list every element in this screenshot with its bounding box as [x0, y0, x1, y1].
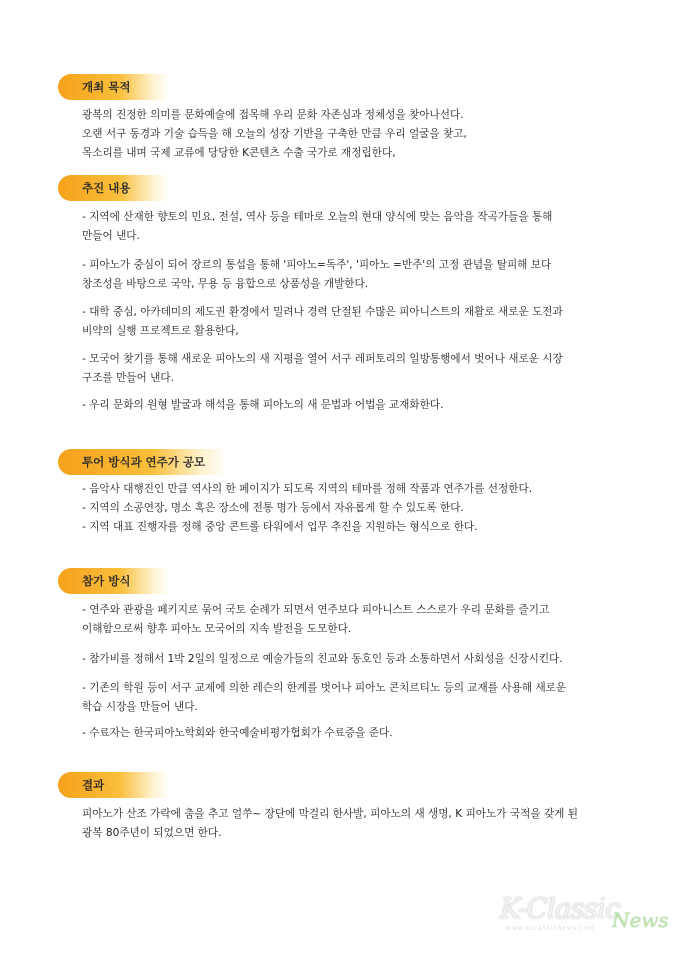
k-classic-news-logo [500, 892, 670, 942]
heading-content-label: 추진 내용 [82, 181, 131, 195]
participation-item [82, 679, 566, 717]
participation-item-line: - 수료자는 한국피아노학회와 한국예술비평가협회가 수료증을 준다. [82, 727, 393, 739]
tour-line: - 지역 대표 진행자를 정해 중앙 콘트롤 타워에서 업무 추진을 지원하는 형식으로 한다. [82, 521, 478, 533]
logo-news-text: News [612, 908, 669, 932]
participation-item [82, 650, 563, 669]
content-item [82, 303, 563, 341]
content-item-line: - 지역에 산재한 향토의 민요, 전설, 역사 등을 테마로 오늘의 현대 양식에 맞는 음악을 작곡가들을 통해 [82, 211, 553, 223]
content-item-line: 비약의 실행 프로젝트로 활용한다, [82, 325, 239, 337]
result-line: 피아노가 산조 가락에 춤을 추고 얼쑤~ 장단에 막걸리 한사발, 피아노의 새 생명, K 피아노가 국적을 갖게 된 [82, 808, 579, 820]
participation-item-line: - 참가비를 정해서 1박 2일의 일정으로 예술가들의 친교와 동호인 등과 소통하면서 사회성을 신장시킨다. [82, 653, 563, 665]
heading-result-label: 결과 [82, 778, 105, 792]
purpose-line: 광복의 진정한 의미를 문화예술에 접목해 우리 문화 자존심과 정체성을 찾아나선다. [82, 109, 464, 121]
participation-item-line: 학습 시장을 만들어 낸다. [82, 701, 198, 713]
participation-item [82, 724, 393, 743]
purpose-line: 목소리를 내며 국제 교류에 당당한 K콘텐츠 수출 국가로 재정립한다, [82, 147, 396, 159]
heading-participation-label: 참가 방식 [82, 574, 131, 588]
tour-list [82, 480, 532, 537]
content-item-line: - 피아노가 중심이 되어 장르의 통섭을 통해 '피아노=독주', '피아노 =반주'의 고정 관념을 탈피해 보다 [82, 259, 552, 271]
content-item [82, 256, 551, 294]
heading-tour-label: 투어 방식과 연주가 공모 [82, 455, 206, 469]
content-item [82, 208, 552, 246]
tour-line: - 지역의 소공연장, 명소 혹은 장소에 전통 명가 등에서 자유롭게 할 수 있도록 한다. [82, 502, 464, 514]
purpose-line: 오랜 서구 동경과 기술 습득을 해 오늘의 성장 기반을 구축한 만큼 우리 얼굴을 찾고, [82, 128, 467, 140]
content-item [82, 350, 563, 388]
result-line: 광복 80주년이 되었으면 한다. [82, 827, 222, 839]
heading-purpose-label: 개최 목적 [82, 80, 131, 94]
content-item-line: 만들어 낸다. [82, 230, 140, 242]
content-item-line: - 모국어 찾기를 통해 새로운 피아노의 새 지평을 열어 서구 레퍼토리의 일방통행에서 벗어나 새로운 시장 [82, 353, 563, 365]
tour-line: - 음악사 대행진인 만큼 역사의 한 페이지가 되도록 지역의 테마를 정해 작품과 연주가를 선정한다. [82, 483, 533, 495]
participation-item-line: - 기존의 학원 등이 서구 교제에 의한 레슨의 한계를 벗어나 피아노 콘치르티노 등의 교재를 사용해 새로운 [82, 682, 567, 694]
content-item-line: - 대학 중심, 아카데미의 제도권 환경에서 밀려나 경력 단절된 수많은 피아니스트의 재활로 새로운 도전과 [82, 306, 563, 318]
content-item-line: 창조성을 바탕으로 국악, 무용 등 융합으로 상품성을 개발한다. [82, 278, 369, 290]
result-paragraph [82, 805, 612, 843]
heading-participation [58, 568, 170, 594]
heading-purpose [58, 74, 170, 100]
content-item-line: 구조를 만들어 낸다. [82, 372, 174, 384]
heading-result [58, 772, 170, 798]
content-item-line: - 우리 문화의 원형 발굴과 해석을 통해 피아노의 새 문법과 어법을 교재화한다. [82, 399, 444, 411]
logo-sub-text: WWW.KCLASSICNEWS.COM [506, 926, 595, 932]
purpose-paragraph [82, 106, 612, 163]
content-item [82, 396, 443, 415]
heading-tour [58, 449, 228, 475]
participation-item [82, 601, 549, 639]
logo-main-text: K-Classic [500, 892, 620, 925]
participation-item-line: 이해함으로써 향후 피아노 모국어의 지속 발전을 도모한다. [82, 623, 352, 635]
participation-item-line: - 연주와 관광을 페키지로 묶어 국토 순례가 되면서 연주보다 피아니스트 스스로가 우리 문화를 즐기고 [82, 604, 550, 616]
heading-content [58, 175, 170, 201]
